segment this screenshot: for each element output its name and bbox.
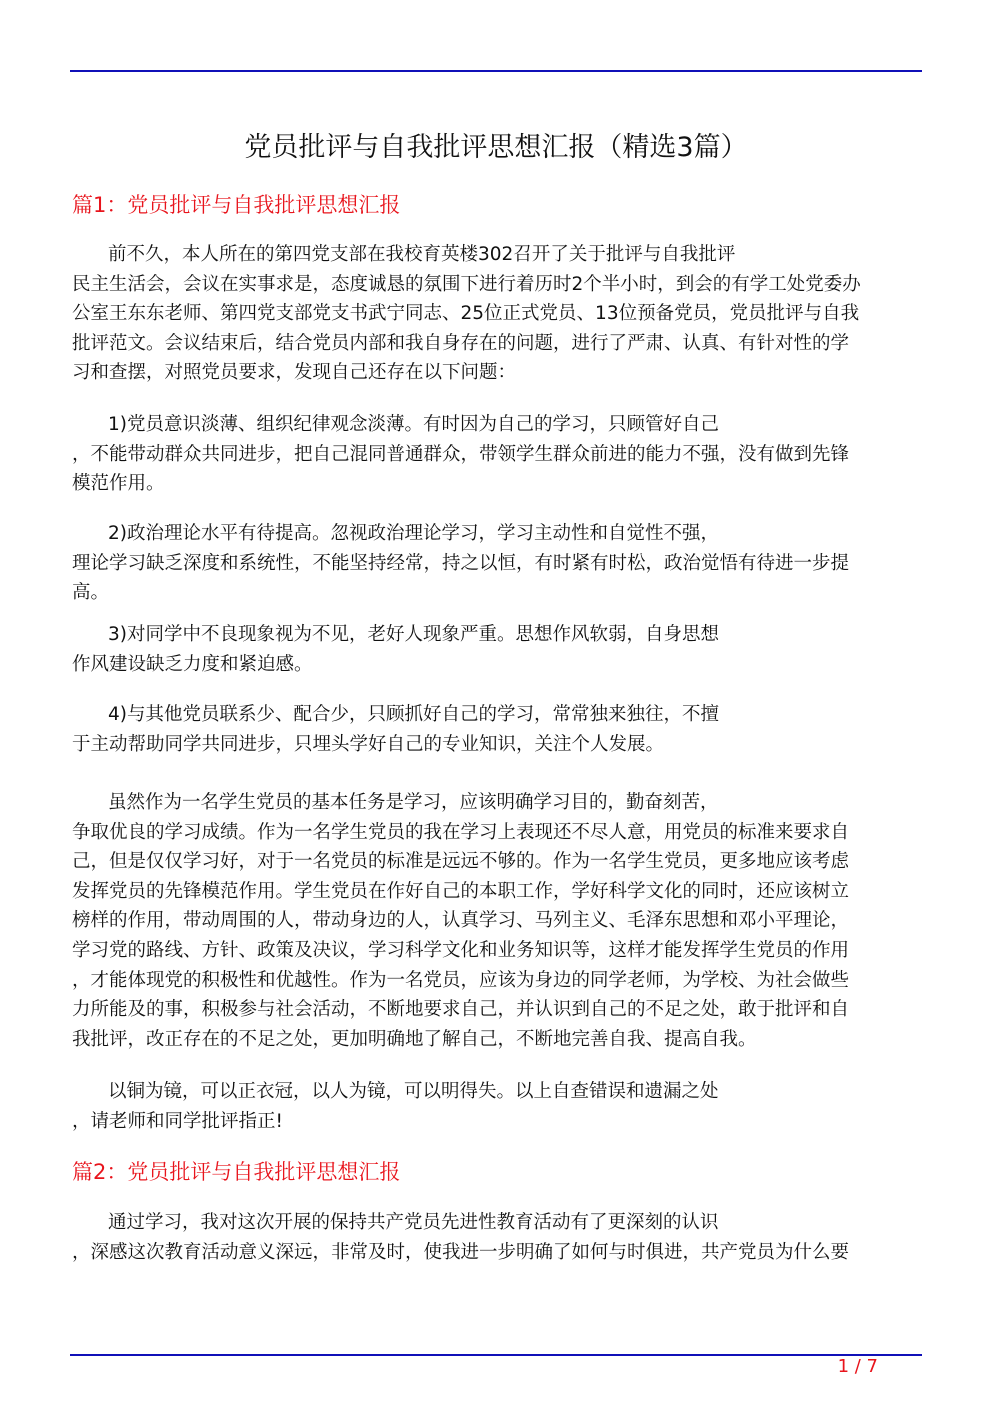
paragraph-line: ，才能体现党的积极性和优越性。作为一名党员，应该为身边的同学老师，为学校、为社会做些 bbox=[72, 969, 850, 991]
paragraph-line: 2)政治理论水平有待提高。忽视政治理论学习，学习主动性和自觉性不强， bbox=[108, 523, 719, 544]
paragraph-line: 习和查摆，对照党员要求，发现自己还存在以下问题： bbox=[72, 362, 517, 384]
paragraph bbox=[72, 240, 932, 388]
paragraph-line: 虽然作为一名学生党员的基本任务是学习，应该明确学习目的，勤奋刻苦， bbox=[108, 792, 719, 813]
paragraph bbox=[72, 700, 932, 759]
paragraph-line: ，请老师和同学批评指正! bbox=[72, 1110, 283, 1132]
paragraph-line: 公室王东东老师、第四党支部党支书武宁同志、25位正式党员、13位预备党员，党员批评与自我 bbox=[72, 303, 860, 325]
paragraph bbox=[72, 1077, 932, 1136]
document-title: 党员批评与自我批评思想汇报（精选3篇） bbox=[244, 132, 748, 163]
paragraph-line: 高。 bbox=[72, 582, 110, 604]
paragraph-line: 1)党员意识淡薄、组织纪律观念淡薄。有时因为自己的学习，只顾管好自己 bbox=[108, 414, 719, 435]
paragraph-line: 力所能及的事，积极参与社会活动，不断地要求自己，并认识到自己的不足之处，敢于批评和自 bbox=[72, 999, 850, 1021]
paragraph-line: 批评范文。会议结束后，结合党员内部和我自身存在的问题，进行了严肃、认真、有针对性的学 bbox=[72, 332, 850, 354]
paragraph-line: 模范作用。 bbox=[72, 473, 165, 495]
paragraph-line: 于主动帮助同学共同进步，只埋头学好自己的专业知识，关注个人发展。 bbox=[72, 733, 665, 755]
paragraph-line: 学习党的路线、方针、政策及决议，学习科学文化和业务知识等，这样才能发挥学生党员的作用 bbox=[72, 939, 850, 961]
paragraph-line: 榜样的作用，带动周围的人，带动身边的人，认真学习、马列主义、毛泽东思想和邓小平理论， bbox=[72, 910, 850, 932]
paragraph-line: 民主生活会，会议在实事求是，态度诚恳的氛围下进行着历时2个半小时，到会的有学工处党委办 bbox=[72, 273, 861, 295]
paragraph-line: ，不能带动群众共同进步，把自己混同普通群众，带领学生群众前进的能力不强，没有做到先锋 bbox=[72, 443, 850, 465]
paragraph-line: 3)对同学中不良现象视为不见，老好人现象严重。思想作风软弱，自身思想 bbox=[108, 624, 719, 645]
paragraph-line: 以铜为镜，可以正衣冠，以人为镜，可以明得失。以上自查错误和遗漏之处 bbox=[108, 1081, 719, 1102]
paragraph bbox=[72, 788, 932, 1054]
paragraph-line: 争取优良的学习成绩。作为一名学生党员的我在学习上表现还不尽人意，用党员的标准来要求自 bbox=[72, 821, 850, 843]
bottom-rule bbox=[70, 1354, 922, 1356]
page-number: 1 / 7 bbox=[837, 1356, 878, 1377]
paragraph-line: 前不久，本人所在的第四党支部在我校育英楼302召开了关于批评与自我批评 bbox=[108, 244, 736, 265]
paragraph bbox=[72, 620, 932, 679]
paragraph-line: 己，但是仅仅学习好，对于一名党员的标准是远远不够的。作为一名学生党员，更多地应该考虑 bbox=[72, 851, 850, 873]
paragraph-line: 作风建设缺乏力度和紧迫感。 bbox=[72, 653, 313, 675]
paragraph-line: 发挥党员的先锋模范作用。学生党员在作好自己的本职工作，学好科学文化的同时，还应该树立 bbox=[72, 880, 850, 902]
section-heading: 篇1：党员批评与自我批评思想汇报 bbox=[72, 193, 401, 217]
paragraph bbox=[72, 410, 932, 499]
paragraph-line: ，深感这次教育活动意义深远，非常及时，使我进一步明确了如何与时俱进，共产党员为什么要 bbox=[72, 1241, 850, 1263]
top-rule bbox=[70, 70, 922, 72]
paragraph bbox=[72, 1208, 932, 1267]
paragraph-line: 通过学习，我对这次开展的保持共产党员先进性教育活动有了更深刻的认识 bbox=[108, 1212, 719, 1233]
section-heading: 篇2：党员批评与自我批评思想汇报 bbox=[72, 1160, 401, 1184]
paragraph-line: 4)与其他党员联系少、配合少，只顾抓好自己的学习，常常独来独往，不擅 bbox=[108, 704, 719, 725]
paragraph-line: 我批评，改正存在的不足之处，更加明确地了解自己，不断地完善自我、提高自我。 bbox=[72, 1028, 757, 1050]
paragraph bbox=[72, 519, 932, 608]
paragraph-line: 理论学习缺乏深度和系统性，不能坚持经常，持之以恒，有时紧有时松，政治觉悟有待进一步提 bbox=[72, 552, 850, 574]
